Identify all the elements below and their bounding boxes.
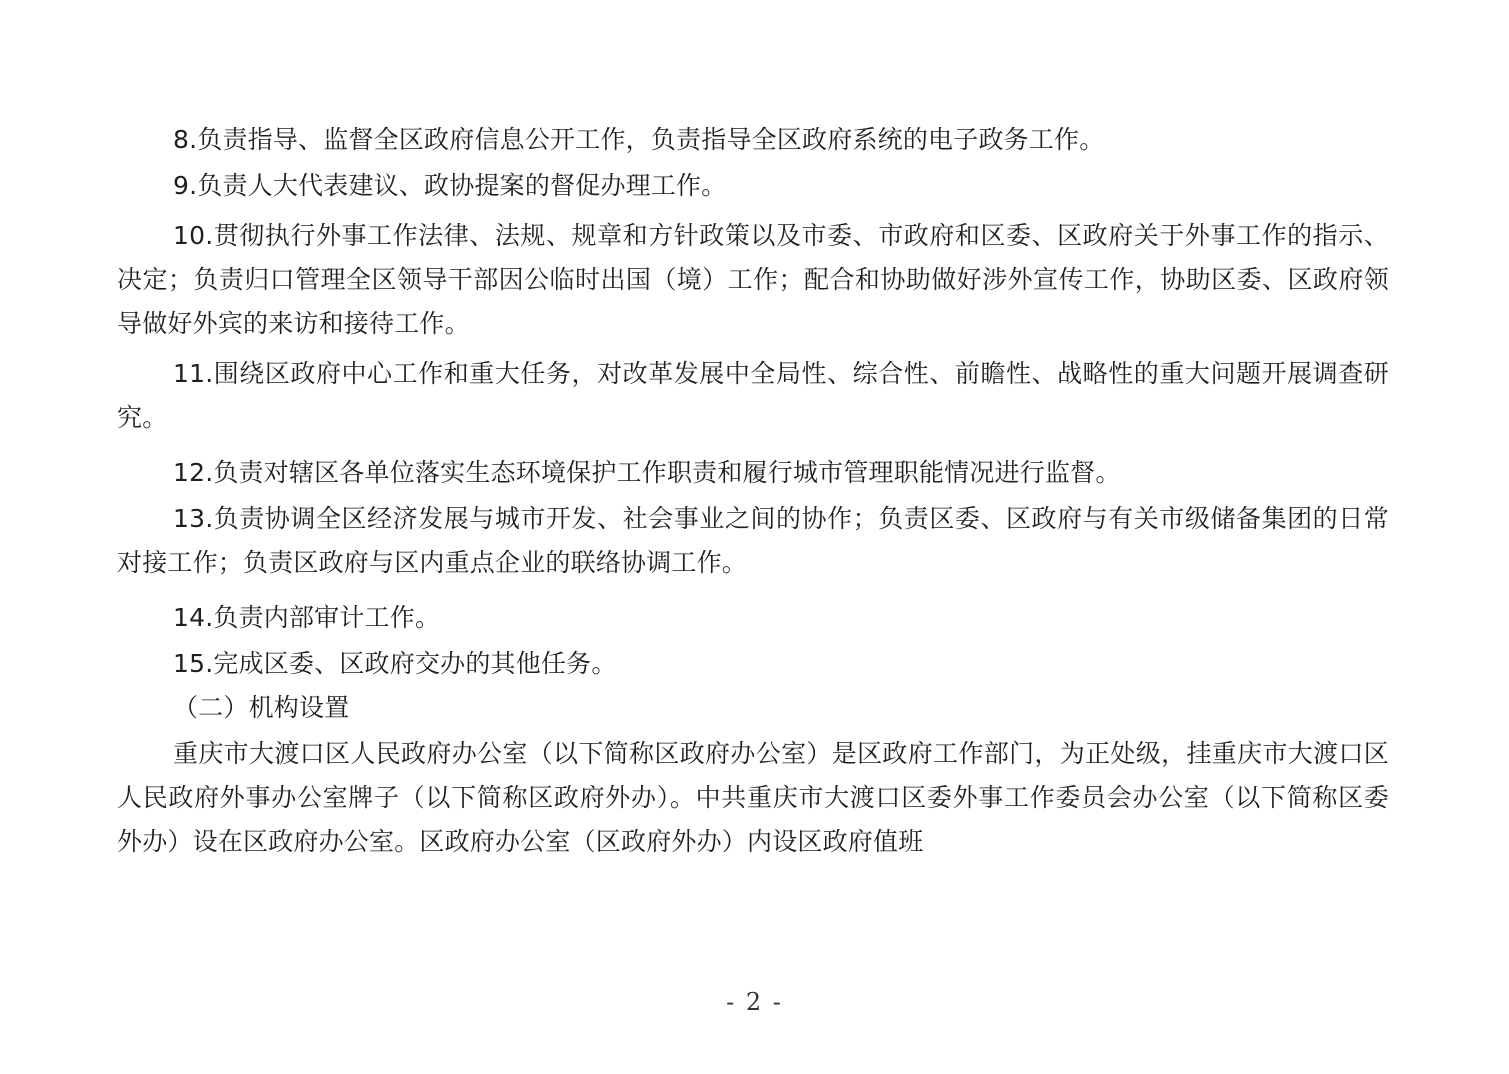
- paragraph-item-11: 11.围绕区政府中心工作和重大任务，对改革发展中全局性、综合性、前瞻性、战略性的重大问题开展调查研究。: [117, 359, 1389, 432]
- paragraph-item-9: 9.负责人大代表建议、政协提案的督促办理工作。: [173, 171, 727, 200]
- section-heading: （二）机构设置: [173, 693, 350, 722]
- page-number: - 2 -: [726, 988, 783, 1016]
- paragraph-item-15: 15.完成区委、区政府交办的其他任务。: [173, 649, 617, 678]
- paragraph-item-10: 10.贯彻执行外事工作法律、法规、规章和方针政策以及市委、市政府和区委、区政府关于外事工作的指示、决定；负责归口管理全区领导干部因公临时出国（境）工作；配合和协助做好涉外宣传工作，协助区委、区政府领导做好外宾的来访和接待工作。: [117, 221, 1389, 338]
- paragraph-item-8: 8.负责指导、监督全区政府信息公开工作，负责指导全区政府系统的电子政务工作。: [173, 125, 1105, 154]
- paragraph-item-13: 13.负责协调全区经济发展与城市开发、社会事业之间的协作；负责区委、区政府与有关市级储备集团的日常对接工作；负责区政府与区内重点企业的联络协调工作。: [117, 504, 1389, 577]
- paragraph-item-12: 12.负责对辖区各单位落实生态环境保护工作职责和履行城市管理职能情况进行监督。: [173, 458, 1121, 487]
- document-body: [117, 118, 1389, 864]
- paragraph-item-14: 14.负责内部审计工作。: [173, 603, 441, 632]
- section-paragraph: 重庆市大渡口区人民政府办公室（以下简称区政府办公室）是区政府工作部门，为正处级，挂重庆市大渡口区人民政府外事办公室牌子（以下简称区政府外办）。中共重庆市大渡口区委外事工作委员会办公室（以下简称区委外办）设在区政府办公室。区政府办公室（区政府外办）内设区政府值班: [117, 739, 1389, 856]
